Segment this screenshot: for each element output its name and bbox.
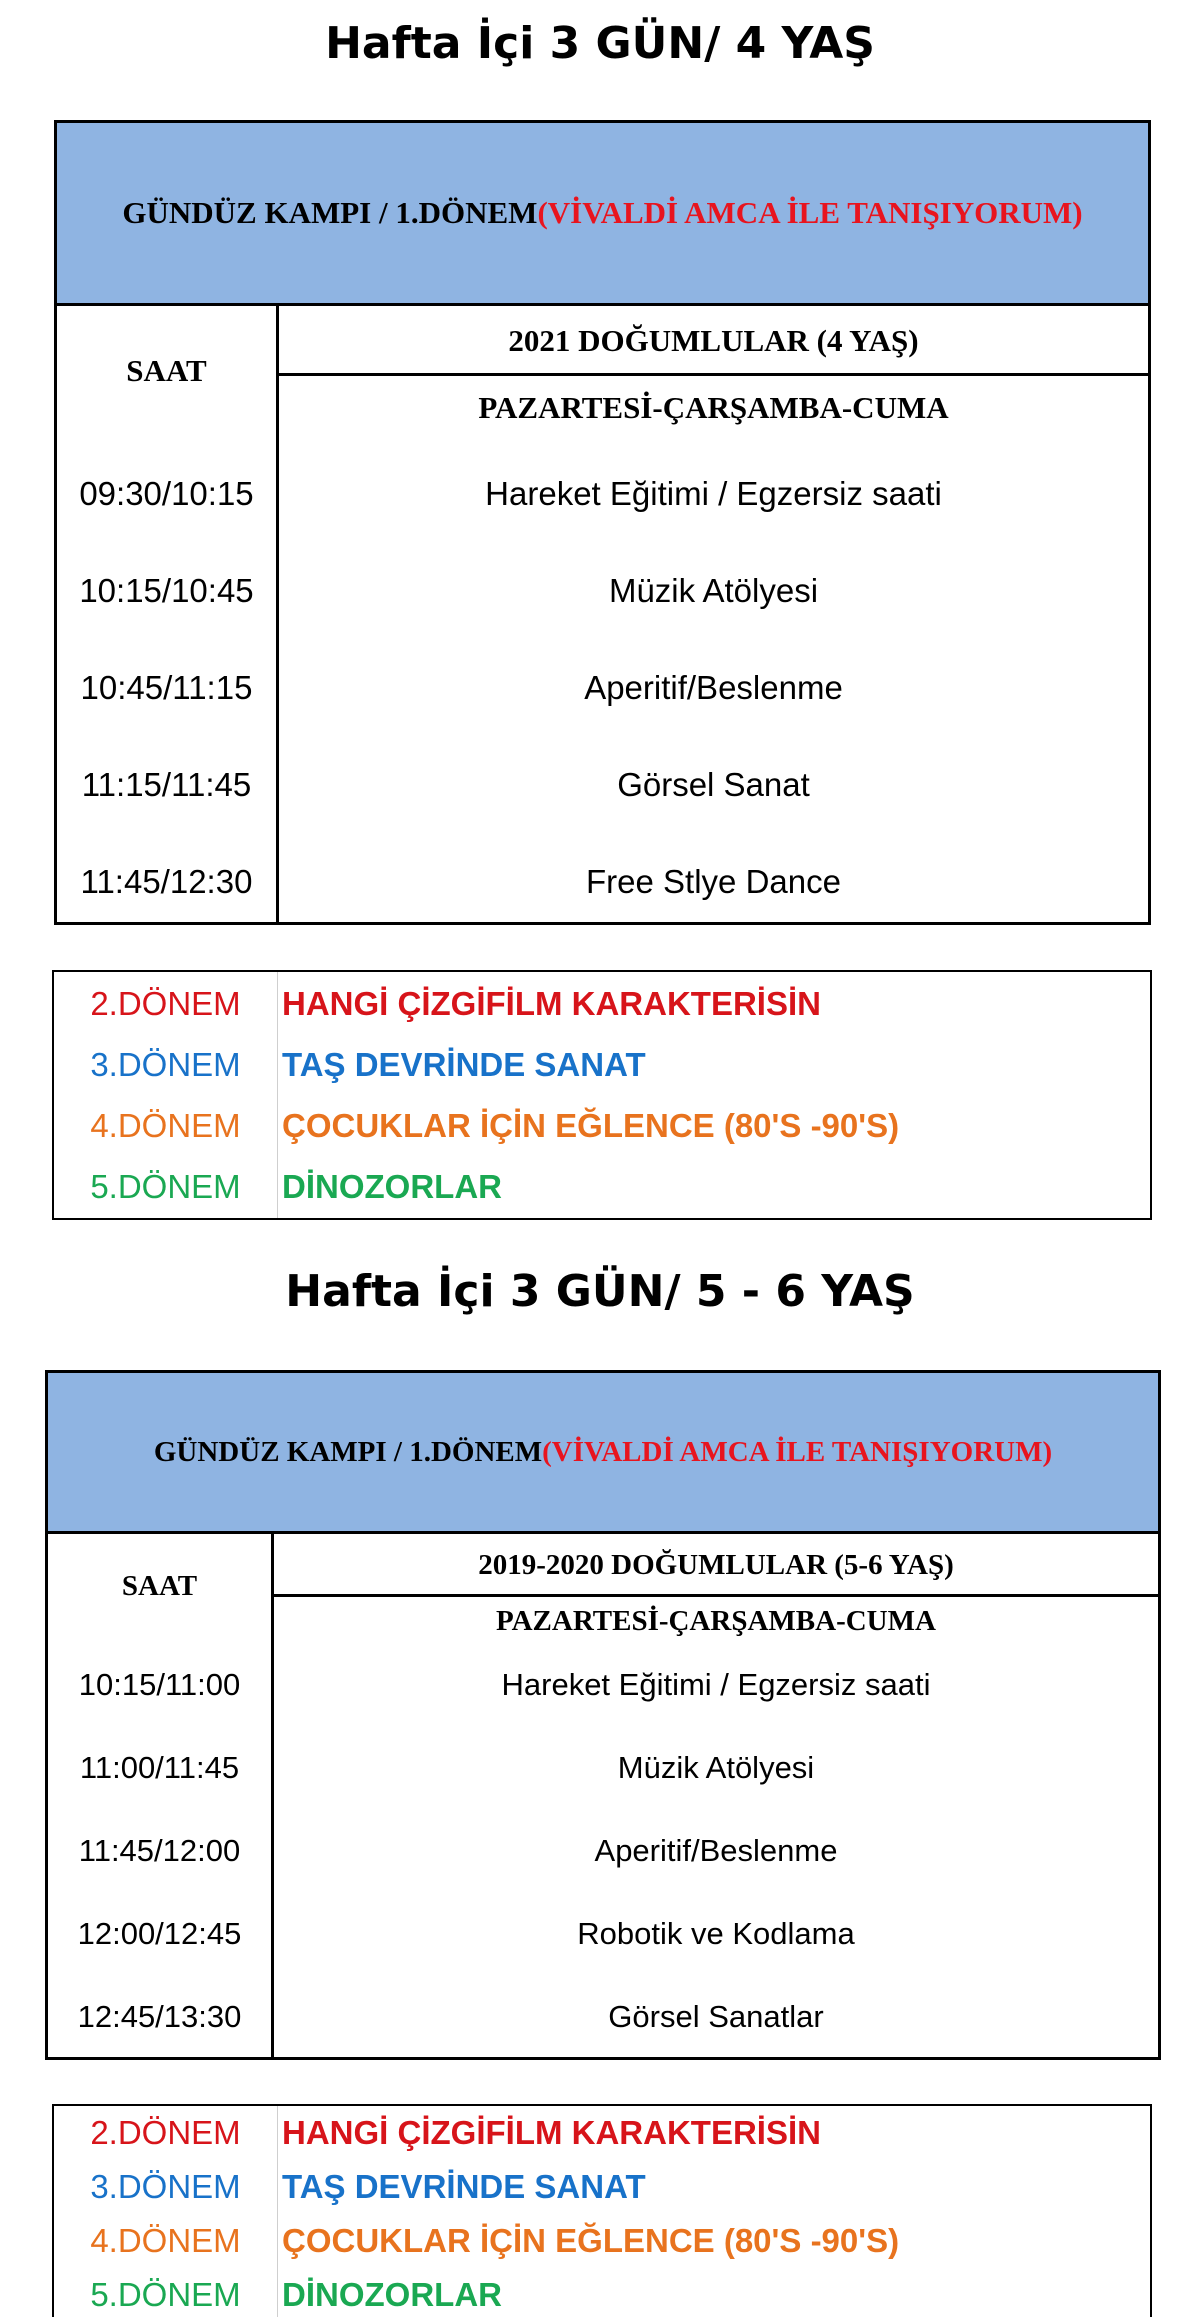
period-row <box>54 2268 1150 2317</box>
period-name: 5.DÖNEM <box>90 1168 241 1205</box>
period-name: 4.DÖNEM <box>90 1107 241 1144</box>
period-name: 2.DÖNEM <box>90 2114 241 2151</box>
period-list <box>52 2104 1152 2317</box>
row-time: 12:00/12:45 <box>77 1916 242 1951</box>
schedule-row <box>57 848 1148 916</box>
schedule-row <box>48 1987 1158 2047</box>
period-title: HANGİ ÇİZGİFİLM KARAKTERİSİN <box>282 985 821 1022</box>
period-row <box>54 1035 1150 1095</box>
row-time: 10:15/11:00 <box>78 1667 241 1702</box>
banner-title: GÜNDÜZ KAMPI / 1.DÖNEM <box>122 195 538 230</box>
period-list <box>52 970 1152 1220</box>
schedule-row <box>48 1904 1158 1964</box>
period-title: TAŞ DEVRİNDE SANAT <box>282 1046 646 1083</box>
period-name: 5.DÖNEM <box>90 2276 241 2313</box>
row-activity: Hareket Eğitimi / Egzersiz saati <box>485 475 942 512</box>
schedule-row <box>48 1738 1158 1798</box>
period-name: 3.DÖNEM <box>90 1046 241 1083</box>
row-activity: Görsel Sanat <box>617 766 810 803</box>
period-row <box>54 974 1150 1034</box>
period-row <box>54 1157 1150 1217</box>
row-activity: Free Stlye Dance <box>586 863 841 900</box>
schedule-table <box>45 1370 1161 2060</box>
row-time: 10:45/11:15 <box>80 669 253 706</box>
birth-year-header: 2021 DOĞUMLULAR (4 YAŞ) <box>508 323 919 358</box>
period-name: 4.DÖNEM <box>90 2222 241 2259</box>
row-time: 09:30/10:15 <box>79 475 254 512</box>
period-row <box>54 2106 1150 2160</box>
row-time: 11:45/12:00 <box>78 1833 241 1868</box>
period-title: TAŞ DEVRİNDE SANAT <box>282 2168 646 2205</box>
schedule-table <box>54 120 1151 925</box>
schedule-row <box>57 654 1148 722</box>
period-title: DİNOZORLAR <box>282 1168 502 1205</box>
period-title: ÇOCUKLAR İÇİN EĞLENCE (80'S -90'S) <box>282 1107 900 1144</box>
period-title: DİNOZORLAR <box>282 2276 502 2313</box>
row-activity: Hareket Eğitimi / Egzersiz saati <box>501 1667 931 1702</box>
schedule-row <box>57 557 1148 625</box>
period-row <box>54 2160 1150 2214</box>
row-activity: Aperitif/Beslenme <box>584 669 843 706</box>
row-activity: Müzik Atölyesi <box>608 572 819 609</box>
row-time: 11:15/11:45 <box>81 766 252 803</box>
schedule-row <box>57 751 1148 819</box>
row-activity: Görsel Sanatlar <box>608 1999 824 2034</box>
days-header: PAZARTESİ-ÇARŞAMBA-CUMA <box>496 1605 936 1637</box>
period-name: 2.DÖNEM <box>90 985 241 1022</box>
schedule-row <box>57 460 1148 528</box>
banner-title: GÜNDÜZ KAMPI / 1.DÖNEM <box>153 1435 543 1468</box>
banner-subtitle: (VİVALDİ AMCA İLE TANIŞIYORUM) <box>542 1435 1053 1468</box>
row-time: 11:45/12:30 <box>80 863 253 900</box>
days-header: PAZARTESİ-ÇARŞAMBA-CUMA <box>478 390 949 425</box>
banner-subtitle: (VİVALDİ AMCA İLE TANIŞIYORUM) <box>537 195 1083 230</box>
period-row <box>54 2214 1150 2268</box>
row-activity: Robotik ve Kodlama <box>577 1916 855 1951</box>
row-activity: Müzik Atölyesi <box>617 1750 815 1785</box>
period-title: HANGİ ÇİZGİFİLM KARAKTERİSİN <box>282 2114 821 2151</box>
row-activity: Aperitif/Beslenme <box>594 1833 838 1868</box>
birth-year-header: 2019-2020 DOĞUMLULAR (5-6 YAŞ) <box>478 1549 954 1581</box>
row-time: 12:45/13:30 <box>77 1999 242 2034</box>
period-title: ÇOCUKLAR İÇİN EĞLENCE (80'S -90'S) <box>282 2222 900 2259</box>
saat-header: SAAT <box>121 1570 198 1602</box>
row-time: 11:00/11:45 <box>79 1750 240 1785</box>
saat-header: SAAT <box>126 353 207 388</box>
schedule-banner <box>57 123 1148 306</box>
period-name: 3.DÖNEM <box>90 2168 241 2205</box>
schedule-banner <box>48 1373 1158 1534</box>
schedule-row <box>48 1655 1158 1715</box>
section-heading: Hafta İçi 3 GÜN/ 4 YAŞ <box>325 18 875 69</box>
schedule-row <box>48 1821 1158 1881</box>
period-row <box>54 1096 1150 1156</box>
section-heading: Hafta İçi 3 GÜN/ 5 - 6 YAŞ <box>285 1266 915 1317</box>
row-time: 10:15/10:45 <box>79 572 254 609</box>
